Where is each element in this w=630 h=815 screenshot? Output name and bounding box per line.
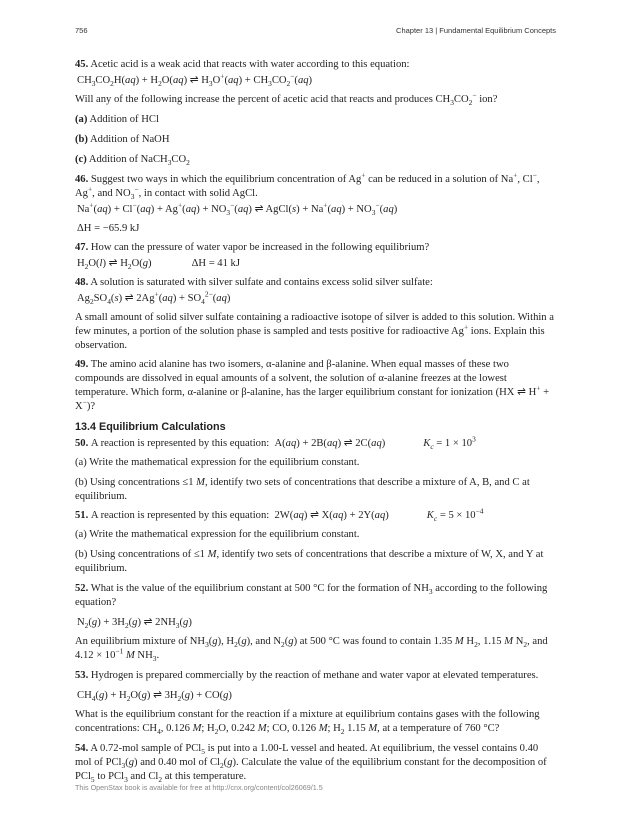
problem-53: 53. Hydrogen is prepared commercially by the reaction of methane and water vapor at elevated temperatures.: [75, 670, 539, 682]
equation-methane: $CH_4(g) + H_2O(g)$ ⇌ $3H_2(g) + CO(g)$: [77, 690, 232, 704]
problem-50-a: (a) Write the mathematical expression for the equilibrium constant.: [75, 456, 360, 468]
problem-54: 54. A 0.72-mol sample of PCl$_5$ is put into a 1.00-L vessel and heated. At equilibrium, the vessel contains 0.40 mol of PCl$_3$(g) and 0.40 mol of $Cl_2(g)$. Calculate the value of the equilibrium constant for the decomposition of PCl$_5$ to PCl$_3$ and $Cl_2$ at this temperature.: [75, 743, 547, 785]
problem-list: [75, 58, 557, 790]
problem-45-question: Will any of the following increase the percent of acetic acid that reacts and produces $CH_3CO_2^-$ ion?: [75, 90, 498, 108]
problem-51-a: (a) Write the mathematical expression for the equilibrium constant.: [75, 529, 360, 541]
problem-49: 49. The amino acid alanine has two isomers, α-alanine and β-alanine. When equal masses of these two compounds are dissolved in equal amounts of a solvent, the solution of α-alanine freezes at the lowest temperature. Which form, α-alanine or β-alanine, has the larger equilibrium constant for ionization (HX ⇌ H+ + X−)?: [75, 359, 550, 413]
option-b: (b) Addition of NaOH: [75, 133, 170, 145]
equation-acetic-acid: $CH_3CO_2H(aq) + H_2O(aq)$ ⇌ $H_3O^+(aq) + CH_3CO_2^-(aq)$: [77, 71, 313, 89]
equation-water-vapor: $H_2O(l)$ ⇌ $H_2O(g) \Delta H = 41$ kJ: [77, 257, 240, 271]
chapter-header: Chapter 13 | Fundamental Equilibrium Concepts: [396, 26, 556, 35]
problem-50-b: (b) Using concentrations ≤1 M, identify two sets of concentrations that describe a mixture of A, B, and C at equilibrium.: [75, 476, 530, 502]
problem-number: 45.: [75, 59, 89, 70]
delta-h-46: ΔH = −65.9 kJ: [77, 222, 140, 234]
problem-51: 51. A reaction is represented by this equation: 2W(aq) ⇌ X(aq) + 2Y(aq) $K_c = 5 \times 10^{-4}$: [75, 506, 484, 524]
problem-50: 50. A reaction is represented by this equation: A(aq) + 2B(aq) ⇌ 2C(aq) $K_c = 1 \times 10^3$: [75, 434, 476, 451]
problem-52: 52. What is the value of the equilibrium constant at 500 °C for the formation of $NH_3$ according to the following equation?: [75, 583, 548, 609]
page-number: 756: [75, 26, 88, 35]
problem-46: 46. Suggest two ways in which the equilibrium concentration of Ag+ can be reduced in a solution of Na+, Cl−, Ag+, and $NO_3^-$, in contact with solid AgCl.: [75, 170, 540, 201]
problem-48: 48. A solution is saturated with silver sulfate and contains excess solid silver sulfate:: [75, 276, 433, 288]
equation-agcl: $Na^+(aq) + Cl^-(aq) + Ag^+(aq) + NO_3^-(aq)$ ⇌ AgCl(s) + $Na^+(aq) + NO_3^-(aq)$: [77, 200, 398, 217]
equation-silver-sulfate: $Ag_2SO_4(s)$ ⇌ $2Ag^+(aq) + SO_4^{2-}(aq)$: [77, 289, 231, 306]
problem-48-paragraph: A small amount of solid silver sulfate containing a radioactive isotope of silver is added to this solution. Within a few minutes, a portion of the solution phase is sampled and tests positive for radioactive Ag+ ions. Explain this observation.: [75, 311, 554, 351]
problem-51-b: (b) Using concentrations of ≤1 M, identify two sets of concentrations that describe a mixture of W, X, and Y at equilibrium.: [75, 549, 544, 575]
problem-47: 47. How can the pressure of water vapor be increased in the following equilibrium?: [75, 241, 430, 253]
section-title: 13.4 Equilibrium Calculations: [75, 421, 226, 434]
problem-52-paragraph: An equilibrium mixture of $NH_3(g)$, $H_2(g)$, and $N_2(g)$ at 500 °C was found to contain 1.35 M $H_2$, 1.15 M $N_2$, and $4.12 \times 10^{-1}$ M $NH_3$.: [75, 636, 548, 664]
option-a: (a) Addition of HCl: [75, 113, 159, 125]
problem-53-paragraph: What is the equilibrium constant for the reaction if a mixture at equilibrium contains gases with the following concentrations: $CH_4$, 0.126 M; $H_2O$, 0.242 M; CO, 0.126 M; $H_2$ 1.15 M, at a temperature of 760 °C?: [75, 709, 540, 737]
equation-ammonia: $N_2(g) + 3H_2(g)$ ⇌ $2NH_3(g)$: [77, 617, 192, 631]
footer-note: This OpenStax book is available for free at http://cnx.org/content/col26069/1.5: [75, 783, 323, 792]
problem-45: [75, 58, 557, 72]
problem-text: Acetic acid is a weak acid that reacts with water according to this equation:: [90, 59, 410, 70]
option-c: (c) Addition of $NaCH_3CO_2$: [75, 153, 190, 167]
